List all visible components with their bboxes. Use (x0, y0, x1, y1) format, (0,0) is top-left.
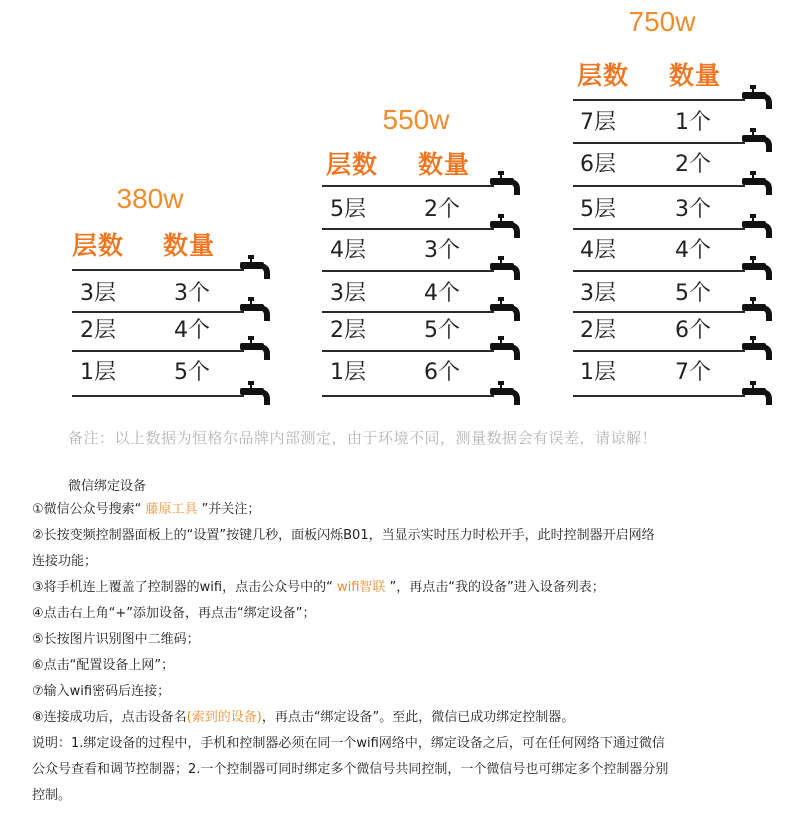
table-rule (322, 228, 494, 230)
row-count: 6个 (675, 318, 711, 343)
faucet-icon (238, 336, 272, 362)
step-text: ②长按变频控制器面板上的“设置”按键几秒，面板闪烁B01，当显示实时压力时松开手，此时控制器开启网络 (32, 528, 655, 543)
explanation-line: 公众号查看和调节控制器；2.一个控制器可同时绑定多个微信号共同控制，一个微信号也可绑定多个控制器分别 (32, 762, 669, 777)
table-rule (573, 228, 745, 230)
power-label: 380w (116, 183, 184, 214)
row-count: 3个 (424, 238, 460, 263)
table-rule (72, 311, 244, 313)
step-2 (32, 523, 762, 575)
account-name-highlight: 藤原工具 (145, 502, 198, 517)
column-header-count: 数量 (418, 150, 471, 179)
column-header-count: 数量 (163, 231, 216, 260)
row-count: 3个 (675, 197, 711, 222)
faucet-icon (740, 256, 774, 282)
row-floor: 7层 (580, 110, 616, 135)
row-floor: 3层 (80, 281, 116, 306)
row-floor: 2层 (330, 318, 366, 343)
faucet-icon (488, 336, 522, 362)
column-header-floor: 层数 (72, 231, 125, 260)
section-title: 微信绑定设备 (68, 479, 147, 494)
table-rule (322, 350, 494, 352)
faucet-icon (740, 297, 774, 323)
row-floor: 2层 (80, 318, 116, 343)
row-count: 2个 (675, 152, 711, 177)
faucet-icon (488, 256, 522, 282)
row-floor: 1层 (330, 360, 366, 385)
row-floor: 1层 (80, 360, 116, 385)
table-rule (322, 270, 494, 272)
table-rule (573, 142, 745, 144)
row-count: 5个 (675, 281, 711, 306)
table-rule (573, 395, 745, 397)
faucet-icon (740, 128, 774, 154)
row-count: 5个 (424, 318, 460, 343)
step-text: ，再点击“绑定设备”。至此，微信已成功绑定控制器。 (261, 710, 575, 725)
explanation-line: 说明：1.绑定设备的过程中，手机和控制器必须在同一个wifi网络中，绑定设备之后，可在任何网络下通过微信 (32, 736, 665, 751)
menu-name-highlight: wifi智联 (336, 580, 386, 595)
disclaimer-note: 备注：以上数据为恒格尔品牌内部测定，由于环境不同，测量数据会有误差，请谅解！ (68, 429, 658, 447)
step-text: 连接功能； (32, 554, 98, 569)
faucet-icon (740, 214, 774, 240)
device-name-highlight: (索到的设备) (186, 710, 262, 725)
faucet-icon (488, 381, 522, 407)
power-label: 550w (382, 104, 450, 135)
faucet-icon (238, 297, 272, 323)
table-rule (573, 311, 745, 313)
faucet-icon (740, 171, 774, 197)
explanation (32, 731, 762, 809)
step-6: ⑥点击“配置设备上网”； (32, 658, 175, 673)
row-count: 4个 (675, 238, 711, 263)
table-rule (322, 311, 494, 313)
table-rule (72, 395, 244, 397)
row-count: 1个 (675, 110, 711, 135)
table-rule (573, 185, 745, 187)
row-count: 2个 (424, 197, 460, 222)
column-header-count: 数量 (669, 61, 722, 90)
table-rule (322, 185, 494, 187)
row-floor: 3层 (330, 281, 366, 306)
row-floor: 4层 (330, 238, 366, 263)
row-floor: 3层 (580, 281, 616, 306)
explanation-line: 控制。 (32, 788, 72, 803)
step-4: ④点击右上角“+”添加设备，再点击“绑定设备”； (32, 606, 316, 621)
row-floor: 1层 (580, 360, 616, 385)
table-rule (573, 350, 745, 352)
step-text: ①微信公众号搜索“ (32, 502, 146, 517)
step-1 (32, 497, 762, 523)
step-text: ”并关注； (197, 502, 261, 517)
step-8 (32, 705, 762, 731)
table-rule (573, 99, 745, 101)
faucet-icon (740, 85, 774, 111)
step-text: ⑧连接成功后，点击设备名 (32, 710, 187, 725)
faucet-icon (740, 336, 774, 362)
faucet-icon (238, 255, 272, 281)
row-floor: 5层 (330, 197, 366, 222)
step-3 (32, 575, 762, 601)
faucet-icon (488, 214, 522, 240)
table-rule (322, 395, 494, 397)
row-count: 5个 (174, 360, 210, 385)
table-rule (573, 270, 745, 272)
step-text: ”，再点击“我的设备”进入设备列表； (385, 580, 605, 595)
step-text: ③将手机连上覆盖了控制器的wifi，点击公众号中的“ (32, 580, 337, 595)
row-floor: 2层 (580, 318, 616, 343)
faucet-icon (740, 381, 774, 407)
row-count: 6个 (424, 360, 460, 385)
row-floor: 4层 (580, 238, 616, 263)
row-count: 4个 (424, 281, 460, 306)
table-rule (72, 269, 244, 271)
faucet-icon (488, 171, 522, 197)
faucet-icon (488, 297, 522, 323)
row-count: 3个 (174, 281, 210, 306)
faucet-icon (238, 381, 272, 407)
row-count: 4个 (174, 318, 210, 343)
table-rule (72, 350, 244, 352)
row-floor: 6层 (580, 152, 616, 177)
column-header-floor: 层数 (326, 150, 379, 179)
row-count: 7个 (675, 360, 711, 385)
power-label: 750w (628, 6, 696, 37)
row-floor: 5层 (580, 197, 616, 222)
step-5: ⑤长按图片识别图中二维码； (32, 632, 200, 647)
step-7: ⑦输入wifi密码后连接； (32, 684, 171, 699)
column-header-floor: 层数 (577, 61, 630, 90)
